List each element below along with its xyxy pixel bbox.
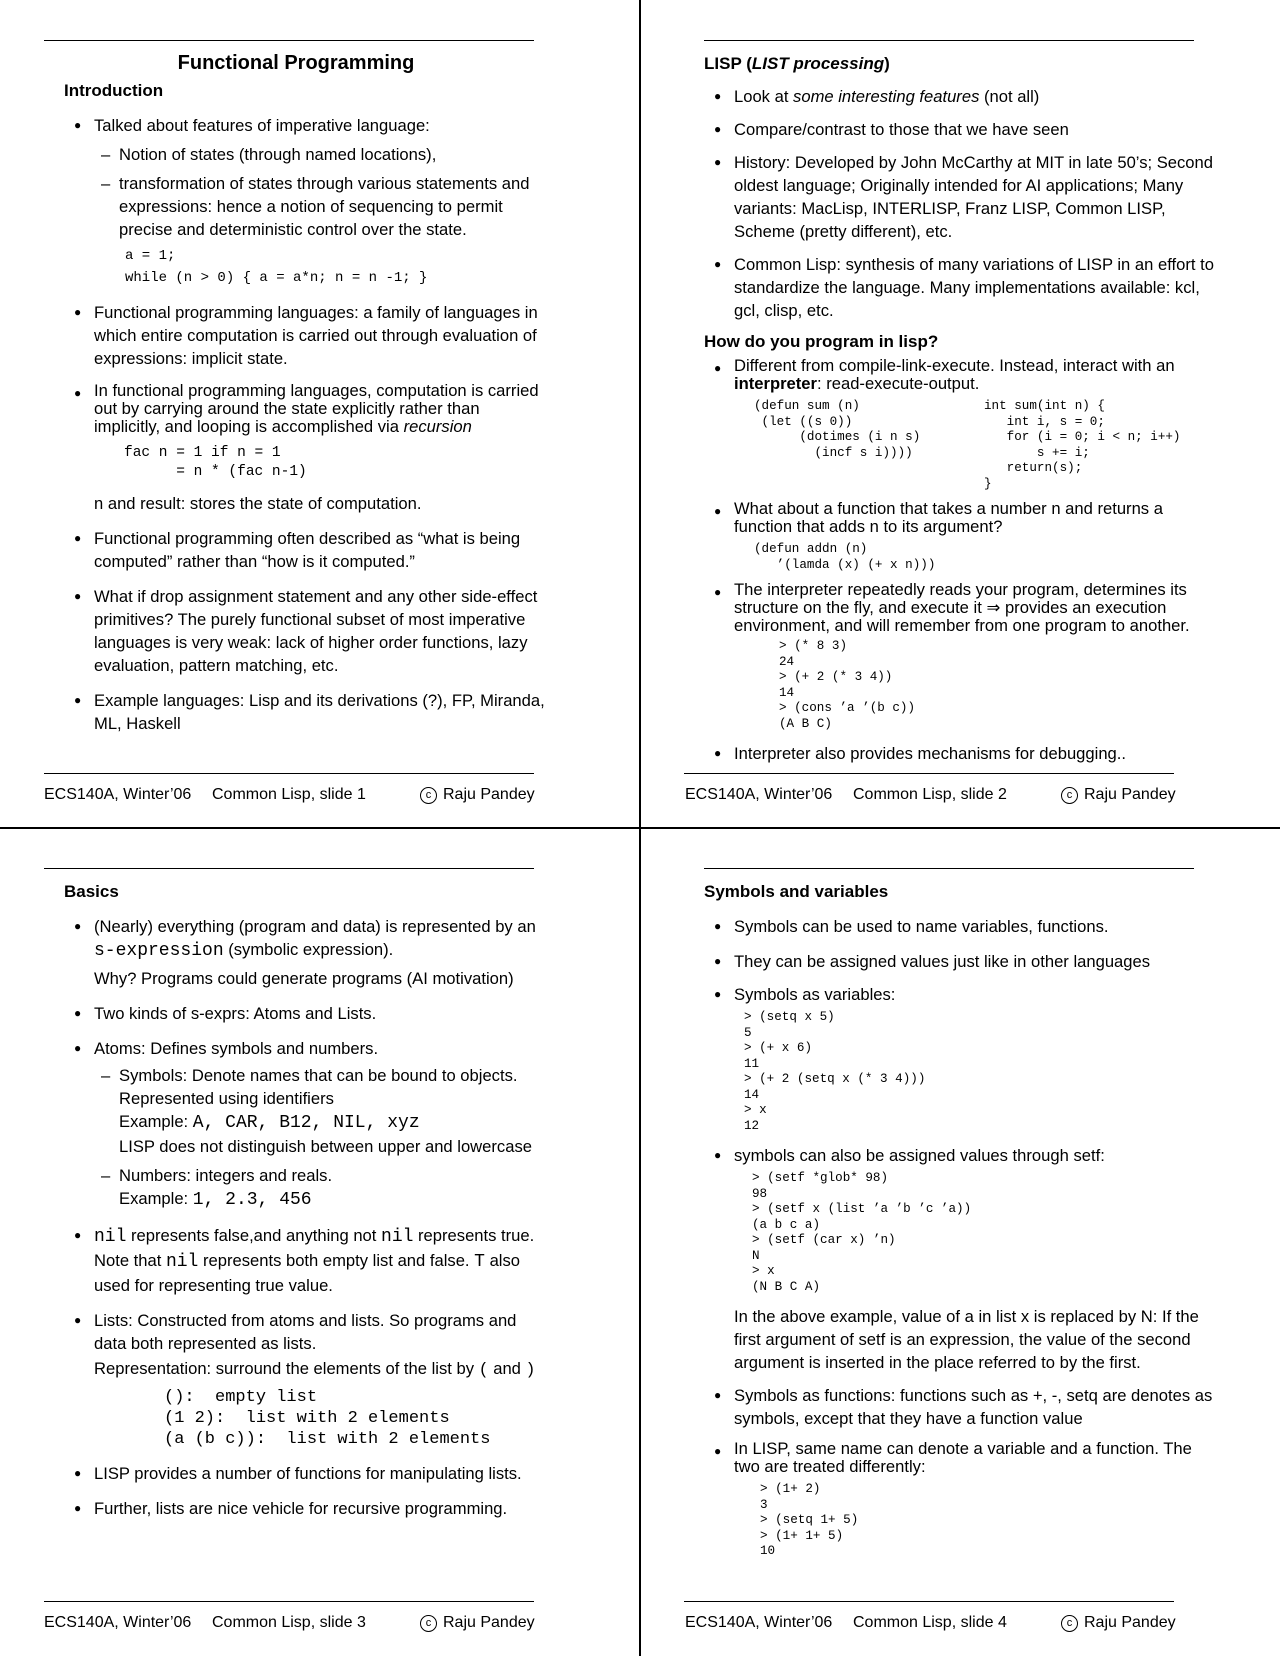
bullet-item [684, 1384, 1214, 1430]
lisp-code-block: (defun sum (n) (let ((s 0)) (dotimes (i n s) (incf s i)))) [754, 399, 921, 460]
footer-author: Raju Pandey [443, 786, 535, 803]
heading-text: ) [884, 54, 890, 73]
section-heading: Symbols and variables [704, 882, 889, 901]
sub-item-text: – Symbols: Denote names that can be bound to objects. [119, 1066, 518, 1085]
header-rule [704, 868, 1194, 869]
bullet-text: Compare/contrast to those that we have seen [734, 120, 1069, 139]
inline-code: s-expression [94, 941, 224, 961]
slide-content [704, 880, 1214, 1572]
bullet-text: Common Lisp: synthesis of many variations of LISP in an effort to standardize the language. Many implementations available: kcl, gcl, clisp, etc. [734, 255, 1214, 320]
bullet-text: The interpreter repeatedly reads your program, determines its structure on the fly, and execute it [734, 580, 1187, 617]
bullet-text: Symbols can be used to name variables, functions. [734, 917, 1109, 936]
header-rule [44, 40, 534, 41]
copyright-icon: c [1061, 1615, 1078, 1632]
bullet-list [44, 915, 548, 1520]
bullet-text: represents both empty list and false. [198, 1251, 475, 1270]
section-heading: Introduction [64, 81, 164, 100]
bullet-list [684, 915, 1214, 1560]
bullet-item [44, 585, 548, 677]
bullet-item [44, 527, 548, 573]
inline-code: 1, 2.3, 456 [192, 1190, 312, 1210]
bullet-text: symbols can also be assigned values through setf: [734, 1146, 1105, 1165]
code-block: a = 1; while (n > 0) { a = a*n; n = n -1; } [125, 248, 428, 286]
emphasis-text: recursion [403, 417, 472, 436]
paragraph-text: In the above example, value of a in list x is replaced by N: If the first argument of setf is an expression, the value of the second argument is inserted in the place referred to by the first. [734, 1307, 1199, 1372]
header-rule [704, 40, 1194, 41]
code-block: (): empty list (1 2): list with 2 elements (a (b c)): list with 2 elements [164, 1388, 491, 1449]
sub-item-text: transformation of states through various statements and expressions: hence a notion of sequencing to permit precise and deterministic control over the state. [119, 174, 530, 239]
slide-content [44, 44, 548, 747]
bullet-item [684, 983, 1214, 1134]
strong-text: interpreter [734, 374, 817, 393]
bullet-text: Functional programming languages: a family of languages in which entire computation is carried out through evaluation of expressions: implicit state. [94, 303, 538, 368]
bullet-text: Two kinds of s-exprs: Atoms and Lists. [94, 1004, 377, 1023]
bullet-item [684, 1440, 1214, 1560]
horizontal-divider [0, 827, 1280, 829]
bullet-text: ● What about a function that takes a number n and returns a function that adds n to its argument? [734, 499, 1163, 536]
footer-rule [44, 1601, 534, 1602]
bullet-item [44, 1224, 548, 1297]
bullet-item [684, 915, 1214, 938]
sub-item [44, 1064, 548, 1158]
bullet-item [684, 253, 1214, 322]
footer-course: ECS140A, Winter’06 [685, 1614, 833, 1631]
footer-author-group [1061, 1614, 1176, 1632]
header-rule [44, 868, 534, 869]
code-block: fac n = 1 if n = 1 = n * (fac n-1) [124, 445, 307, 480]
footer-slide: Common Lisp, slide 2 [853, 786, 1007, 803]
bullet-text: ● In LISP, same name can denote a variable and a function. The two are treated differently: [734, 1439, 1192, 1476]
bullet-text: (symbolic expression). [223, 940, 394, 959]
bullet-text: Further, lists are nice vehicle for recursive programming. [94, 1499, 508, 1518]
inline-code: T [474, 1252, 485, 1272]
footer-slide: Common Lisp, slide 1 [212, 786, 366, 803]
bullet-text: Why? Programs could generate programs (AI motivation) [94, 969, 514, 988]
sub-item [44, 172, 548, 289]
bullet-text: Interpreter also provides mechanisms for debugging.. [734, 744, 1127, 763]
heading-text: LISP ( [704, 54, 752, 73]
code-block: > (setq x 5) 5 > (+ x 6) 11 > (+ 2 (setq x (* 3 4))) 14 > x 12 [744, 1010, 926, 1133]
sub-list [94, 1064, 548, 1212]
bullet-text: Talked about features of imperative language: [94, 116, 430, 135]
bullet-list [684, 85, 1214, 322]
footer-course: ECS140A, Winter’06 [44, 786, 192, 803]
bullet-text: Atoms: Defines symbols and numbers. [94, 1039, 379, 1058]
bullet-text: Representation: surround the elements of the list by [94, 1359, 479, 1378]
inline-code: nil [94, 1227, 127, 1247]
bullet-text: Example languages: Lisp and its derivations (?), FP, Miranda, ML, Haskell [94, 691, 545, 733]
inline-code: nil [165, 1252, 199, 1272]
section-heading: Basics [64, 882, 119, 901]
bullet-text: Functional programming often described as “what is being computed” rather than “how is it computed.” [94, 529, 521, 571]
sub-list [94, 143, 548, 289]
bullet-item [684, 581, 1214, 732]
slide-title: Functional Programming [177, 52, 415, 74]
bullet-item [44, 915, 548, 990]
slide-content [704, 52, 1214, 777]
inline-code: ( [478, 1360, 489, 1379]
footer-author: Raju Pandey [1084, 1614, 1176, 1631]
inline-code: A, CAR, B12, NIL, xyz [192, 1113, 420, 1133]
bullet-text: In functional programming languages, computation is carried out by carrying around the state explicitly rather than implicitly, and looping is accomplished via [94, 381, 539, 436]
bullet-text: provides an execution environment, and will remember from one program to another. [734, 598, 1190, 635]
sub-item-text: Example: [119, 1189, 193, 1208]
footer-author: Raju Pandey [443, 1614, 535, 1631]
bullet-item [684, 85, 1214, 108]
bullet-text: What if drop assignment statement and any other side-effect primitives? The purely functional subset of most imperative languages is very weak: lack of higher order functions, lazy evaluation, pattern matching, etc. [94, 587, 538, 675]
bullet-item [684, 1144, 1214, 1374]
bullet-text: ● Lists: Constructed from atoms and lists. So programs and data both represented as lists. [94, 1311, 517, 1353]
copyright-icon: c [1061, 787, 1078, 804]
sub-item [44, 1164, 548, 1212]
sub-item-text: Notion of states (through named locations), [119, 145, 437, 164]
bullet-text: represents false,and anything not [126, 1226, 382, 1245]
bullet-item [684, 500, 1214, 573]
bullet-item [44, 689, 548, 735]
bullet-item [44, 1002, 548, 1025]
c-code-block: int sum(int n) { int i, s = 0; for (i = 0; i < n; i++) s += i; return(s); } [984, 399, 1181, 491]
bullet-text: Symbols as variables: [734, 985, 896, 1004]
bullet-item [44, 1037, 548, 1212]
sub-item [44, 143, 548, 166]
sub-item-text: LISP does not distinguish between upper and lowercase [119, 1137, 532, 1156]
bullet-item [44, 1462, 548, 1485]
footer-author-group [1061, 786, 1176, 804]
footer-slide: Common Lisp, slide 3 [212, 1614, 366, 1631]
bullet-text: They can be assigned values just like in other languages [734, 952, 1151, 971]
sub-item-text: Example: [119, 1112, 193, 1131]
bullet-item [44, 114, 548, 289]
bullet-item [44, 1497, 548, 1520]
sub-item-text: – Numbers: integers and reals. [119, 1166, 333, 1185]
bullet-text: LISP provides a number of functions for manipulating lists. [94, 1464, 522, 1483]
bullet-text: also used for representing true value. [94, 1251, 521, 1295]
footer-author-group [420, 786, 535, 804]
emphasis-text: some interesting features [793, 87, 980, 106]
code-block: > (1+ 2) 3 > (setq 1+ 5) > (1+ 1+ 5) 10 [760, 1482, 859, 1558]
copyright-icon: c [420, 787, 437, 804]
section-heading: How do you program in lisp? [704, 332, 939, 351]
bullet-text: and [488, 1359, 526, 1378]
heading-emphasis: LIST processing [751, 54, 885, 73]
footer-author-group [420, 1614, 535, 1632]
repl-code-block: > (* 8 3) 24 > (+ 2 (* 3 4)) 14 > (cons ’a ’(b c)) (A B C) [779, 639, 916, 731]
bullet-item [44, 1309, 548, 1450]
footer-course: ECS140A, Winter’06 [44, 1614, 192, 1631]
inline-code: ) [525, 1360, 536, 1379]
code-block: (defun addn (n) ’(lamda (x) (+ x n))) [754, 542, 936, 572]
bullet-list [684, 357, 1214, 765]
footer-course: ECS140A, Winter’06 [685, 786, 833, 803]
bullet-text: represents true. Note that [94, 1226, 535, 1270]
bullet-item [684, 118, 1214, 141]
footer-rule [44, 773, 534, 774]
bullet-list [44, 114, 548, 735]
bullet-text: (Nearly) everything (program and data) is represented by an [94, 917, 536, 936]
bullet-item [44, 382, 548, 515]
bullet-item [44, 301, 548, 370]
bullet-text: (not all) [979, 87, 1040, 106]
bullet-text: History: Developed by John McCarthy at MIT in late 50’s; Second oldest language; Originally intended for AI applications; Many variants: MacLisp, INTERLISP, Franz LISP, Common LISP, Scheme (pretty different), etc. [734, 153, 1213, 241]
section-heading [704, 52, 1214, 75]
bullet-item [684, 742, 1214, 765]
footer-rule [684, 1601, 1174, 1602]
bullet-item [684, 151, 1214, 243]
bullet-text: Symbols as functions: functions such as +, -, setq are denotes as symbols, except that they have a function value [734, 1386, 1213, 1428]
footer-slide: Common Lisp, slide 4 [853, 1614, 1007, 1631]
inline-code: nil [381, 1227, 414, 1247]
sub-item-text: Represented using identifiers [119, 1089, 334, 1108]
bullet-text: Different from compile-link-execute. Instead, interact with an [734, 356, 1175, 375]
footer-rule [684, 773, 1174, 774]
implies-arrow-icon: ⇒ [986, 598, 1001, 617]
bullet-item [684, 950, 1214, 973]
code-comparison [734, 397, 1214, 492]
bullet-text: n and result: stores the state of computation. [94, 494, 422, 513]
copyright-icon: c [420, 1615, 437, 1632]
code-block: > (setf *glob* 98) 98 > (setf x (list ’a ’b ’c ’a)) (a b c a) > (setf (car x) ’n) N > x (N B C A) [752, 1171, 972, 1294]
bullet-item [684, 357, 1214, 492]
slide-content [44, 880, 548, 1532]
bullet-text: : read-execute-output. [817, 374, 980, 393]
footer-author: Raju Pandey [1084, 786, 1176, 803]
bullet-text: Look at [734, 87, 794, 106]
